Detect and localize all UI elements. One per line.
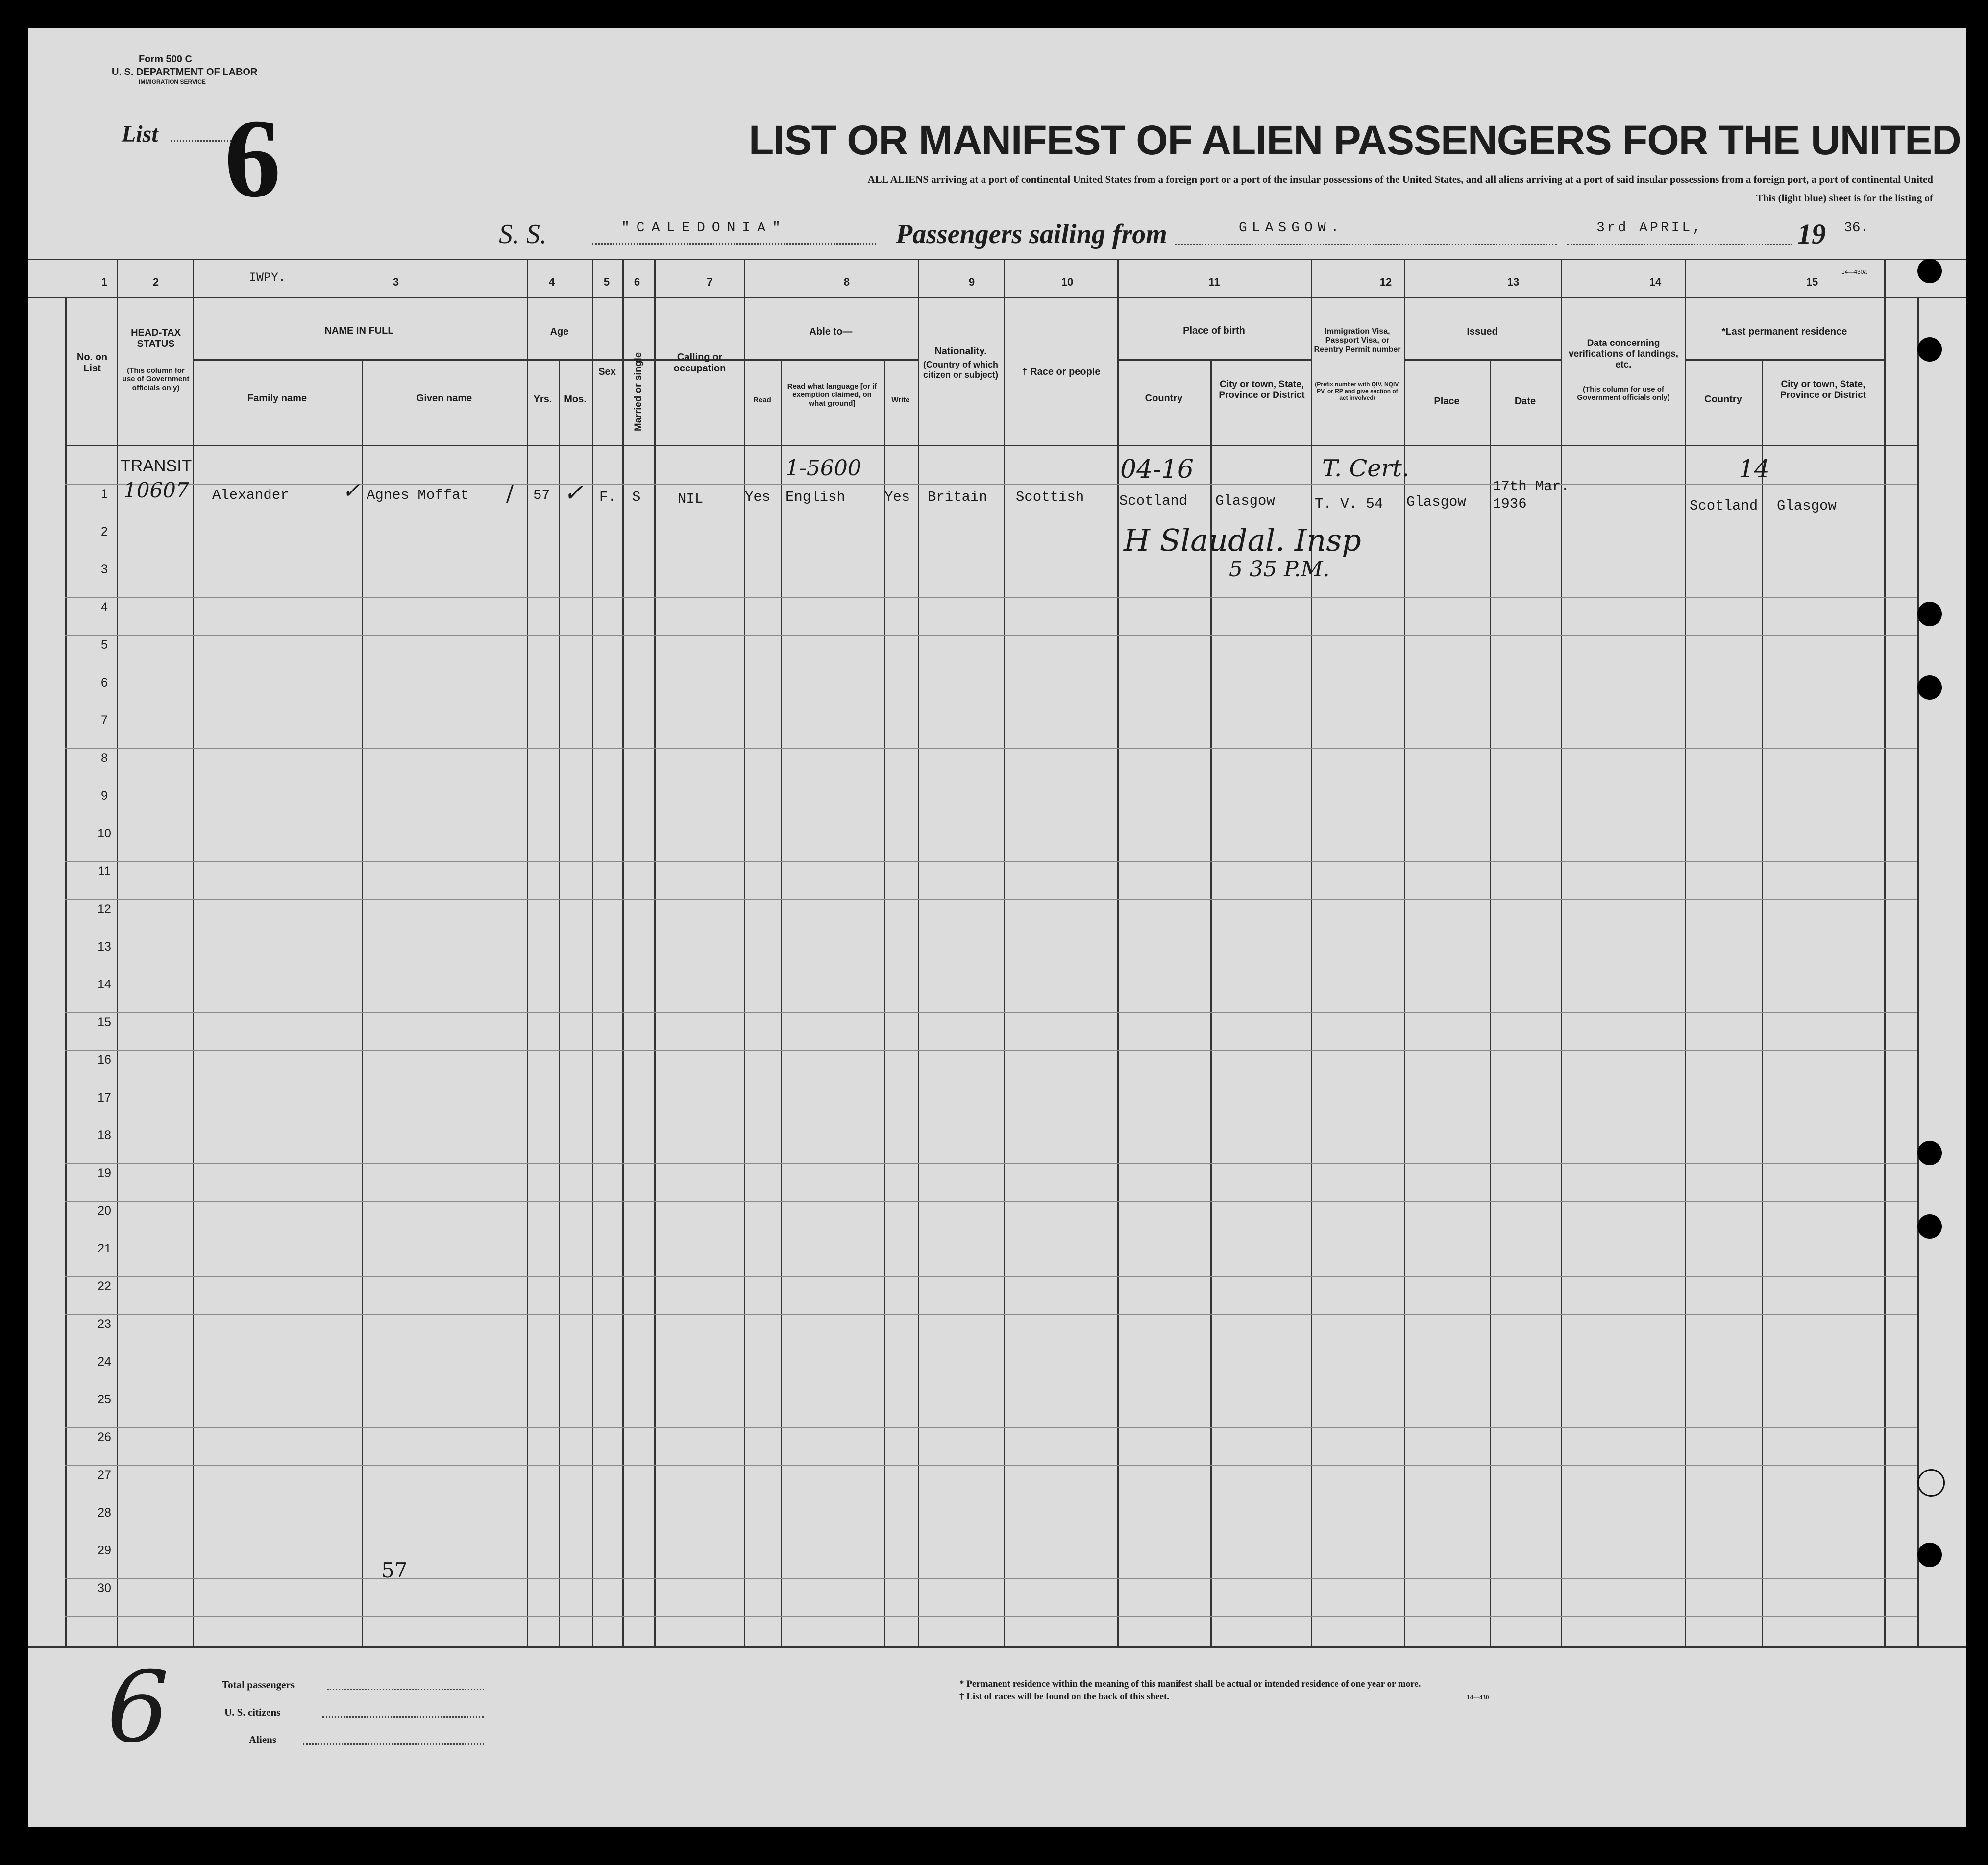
- row-number: 14: [98, 978, 111, 991]
- colnum-10: 10: [1061, 276, 1074, 288]
- row-number: 28: [98, 1506, 111, 1520]
- hdr-head-tax-note: (This column for use of Government officials only): [122, 367, 190, 392]
- colnum-border: [28, 297, 1966, 298]
- hdr-write: Write: [891, 396, 910, 404]
- head-tax-status: TRANSIT: [121, 457, 192, 475]
- row-number: 23: [98, 1317, 111, 1331]
- row-line: [65, 1050, 1917, 1051]
- hdr-birth-city: City or town, State, Province or District: [1219, 379, 1305, 400]
- manifest-sheet: [28, 28, 1966, 1827]
- sex: F.: [599, 489, 616, 505]
- row-number: 3: [101, 563, 108, 576]
- colnum-1: 1: [101, 276, 108, 288]
- subheader-line: [1685, 359, 1884, 361]
- hdr-last-residence: *Last permanent residence: [1721, 326, 1847, 337]
- issued-date-year: 1936: [1493, 496, 1527, 512]
- date-dots: [1567, 244, 1792, 245]
- punch-hole: [1917, 1141, 1942, 1165]
- row-line: [65, 1616, 1917, 1617]
- hdr-age: Age: [550, 326, 569, 337]
- hdr-family-name: Family name: [247, 393, 307, 404]
- hdr-visa-note: (Prefix number with QIV, NQIV, PV, or RP and give section of act involved): [1315, 381, 1400, 401]
- col-line: [1917, 297, 1919, 1646]
- total-dots: [327, 1689, 484, 1690]
- issued-date-day: 17th Mar.: [1493, 478, 1570, 494]
- colnum-7: 7: [706, 276, 713, 288]
- row-line: [65, 1314, 1917, 1315]
- hdr-married: Married or single: [633, 352, 644, 432]
- visa-number: T. V. 54: [1315, 496, 1383, 512]
- row-line: [65, 1012, 1917, 1013]
- row-number: 21: [98, 1242, 111, 1255]
- table-bottom-border: [28, 1646, 1966, 1648]
- row-number: 19: [98, 1166, 111, 1180]
- manifest-title: LIST OR MANIFEST OF ALIEN PASSENGERS FOR THE UNITED: [749, 117, 1961, 163]
- col-line: [744, 259, 745, 1646]
- form-number: Form 500 C: [139, 54, 192, 65]
- check-mark: ✓: [342, 478, 360, 503]
- subtitle-line-2: This (light blue) sheet is for the listing of: [1756, 192, 1933, 204]
- col-line: [918, 259, 919, 1646]
- res-country: Scotland: [1690, 498, 1758, 514]
- birth-annotation: 04-16: [1120, 455, 1194, 484]
- col-line: [781, 359, 782, 1646]
- col-line: [1762, 359, 1763, 1646]
- row-line: [65, 1276, 1917, 1277]
- total-passengers-label: Total passengers: [222, 1679, 295, 1691]
- punch-hole: [1917, 675, 1942, 700]
- ship-name: "CALEDONIA": [621, 221, 787, 236]
- col-line: [559, 359, 560, 1646]
- hdr-name-in-full: NAME IN FULL: [324, 325, 394, 336]
- col-line: [1561, 259, 1562, 1646]
- row-line: [65, 1163, 1917, 1164]
- ss-label: S. S.: [499, 219, 547, 249]
- colnum-8: 8: [843, 276, 850, 288]
- given-name: Agnes Moffat: [367, 487, 469, 503]
- hdr-issued-date: Date: [1514, 396, 1536, 407]
- subtitle-line-1: ALL ALIENS arriving at a port of continental United States from a foreign port or a port of the insular possessions of the United States, and all aliens arriving at a port of said insular possessions from a foreign port, a port of continental United: [867, 173, 1933, 185]
- can-write: Yes: [884, 489, 910, 505]
- hdr-head-tax: HEAD-TAX STATUS: [131, 327, 181, 349]
- row-number: 30: [98, 1581, 111, 1595]
- time-annotation: 5 35 P.M.: [1229, 557, 1330, 582]
- aliens-label: Aliens: [249, 1734, 277, 1745]
- hdr-no-on-list: No. on List: [76, 352, 108, 374]
- hdr-mos: Mos.: [564, 394, 587, 405]
- language: English: [785, 489, 845, 505]
- colnum-3: 3: [393, 276, 399, 288]
- hdr-landing: Data concerning verifications of landings, etc.: [1569, 338, 1678, 370]
- footnote-races: † List of races will be found on the back of this sheet.: [959, 1692, 1170, 1702]
- aliens-dots: [303, 1743, 484, 1745]
- year-prefix: 19: [1797, 218, 1826, 250]
- hdr-nationality: Nationality.: [934, 346, 987, 357]
- row-number: 25: [98, 1393, 111, 1406]
- port-dots: [1175, 244, 1557, 245]
- hdr-yrs: Yrs.: [533, 394, 552, 405]
- hdr-read: Read: [753, 396, 771, 404]
- hdr-place-of-birth: Place of birth: [1183, 325, 1245, 336]
- punch-hole: [1917, 1214, 1942, 1239]
- row-number: 27: [98, 1468, 111, 1482]
- tick-mark: /: [506, 481, 514, 506]
- col-line: [622, 259, 624, 1646]
- col-line: [592, 259, 593, 1646]
- occupation: NIL: [678, 491, 704, 507]
- row-number: 15: [98, 1015, 111, 1029]
- subheader-line: [1404, 359, 1561, 361]
- row-number: 16: [98, 1053, 111, 1067]
- row-number: 5: [101, 638, 108, 652]
- row-number: 24: [98, 1355, 111, 1369]
- hdr-issued: Issued: [1467, 326, 1498, 337]
- row-line: [65, 635, 1917, 636]
- row-line: [65, 597, 1917, 598]
- form-code: 14—430: [1467, 1693, 1489, 1701]
- hdr-calling: Calling or occupation: [673, 352, 726, 374]
- row-number: 29: [98, 1544, 111, 1557]
- department: U. S. DEPARTMENT OF LABOR: [112, 67, 258, 77]
- hdr-visa: Immigration Visa, Passport Visa, or Reentry Permit number: [1314, 327, 1401, 354]
- colnum-15: 15: [1806, 276, 1818, 288]
- col-line: [1004, 259, 1005, 1646]
- hdr-given-name: Given name: [416, 393, 472, 404]
- col-line: [1884, 259, 1886, 1646]
- colnum-11: 11: [1208, 276, 1220, 288]
- col-line: [1490, 359, 1491, 1646]
- res-city: Glasgow: [1777, 498, 1837, 514]
- age-years: 57: [533, 487, 550, 503]
- column-note: IWPY.: [249, 270, 286, 285]
- family-name: Alexander: [212, 487, 289, 503]
- punch-hole: [1917, 1469, 1945, 1497]
- subheader-line: [744, 359, 918, 361]
- colnum-6: 6: [634, 276, 640, 288]
- row-line: [65, 1465, 1917, 1466]
- row-number: 18: [98, 1129, 111, 1142]
- married-single: S: [632, 489, 641, 505]
- head-tax-number: 10607: [123, 478, 189, 502]
- departure-port: GLASGOW.: [1239, 221, 1344, 236]
- colnum-4: 4: [548, 276, 555, 288]
- punch-hole: [1917, 602, 1942, 626]
- colnum-9: 9: [968, 276, 975, 288]
- colnum-2: 2: [152, 276, 159, 288]
- lang-annotation: 1-5600: [785, 456, 861, 481]
- row-line: [65, 748, 1917, 749]
- punch-hole: [1917, 337, 1942, 362]
- hdr-nationality-note: (Country of which citizen or subject): [923, 360, 999, 380]
- row-number: 7: [101, 713, 108, 727]
- row-number: 8: [101, 751, 108, 765]
- punch-hole: [1917, 259, 1942, 283]
- header-bottom-border: [65, 445, 1917, 446]
- inspector-signature: H Slaudal. Insp: [1124, 522, 1361, 558]
- col-line: [654, 259, 656, 1646]
- hdr-res-country: Country: [1704, 394, 1742, 405]
- row-number: 20: [98, 1204, 111, 1218]
- col-line: [527, 259, 528, 1646]
- row-number: 2: [101, 525, 108, 539]
- nationality: Britain: [928, 489, 987, 505]
- res-annotation: 14: [1739, 455, 1770, 483]
- can-read: Yes: [745, 489, 771, 505]
- row-number: 12: [98, 902, 111, 916]
- hdr-race: † Race or people: [1022, 367, 1101, 377]
- hdr-sex: Sex: [598, 367, 616, 377]
- row-number: 13: [98, 940, 111, 954]
- citizens-dots: [322, 1716, 484, 1718]
- col-line: [362, 359, 363, 1646]
- colnum-14: 14: [1649, 276, 1662, 288]
- check-mark: ✓: [564, 479, 584, 507]
- list-number: 6: [224, 96, 281, 221]
- footnote-residence: * Permanent residence within the meaning of this manifest shall be actual or intended residence of one year or more.: [959, 1679, 1421, 1689]
- row-line: [65, 1578, 1917, 1579]
- hdr-issued-place: Place: [1434, 396, 1460, 407]
- punch-hole: [1917, 1543, 1942, 1567]
- visa-annotation: T. Cert.: [1322, 455, 1410, 482]
- race: Scottish: [1016, 489, 1084, 505]
- row-number: 11: [98, 864, 111, 878]
- table-top-border: [28, 259, 1966, 260]
- row-number: 6: [101, 676, 108, 689]
- colnum-12: 12: [1379, 276, 1392, 288]
- margin-number: 6: [107, 1650, 170, 1765]
- row-number: 22: [98, 1279, 111, 1293]
- bottom-annotation: 57: [381, 1558, 408, 1582]
- row-number: 1: [101, 487, 108, 501]
- col-line: [884, 359, 885, 1646]
- hdr-landing-note: (This column for use of Government officials only): [1577, 385, 1670, 402]
- row-line: [65, 861, 1917, 862]
- sailing-date: 3rd APRIL,: [1596, 221, 1704, 236]
- birth-country: Scotland: [1119, 493, 1188, 509]
- row-line: [65, 1427, 1917, 1428]
- service: IMMIGRATION SERVICE: [139, 78, 206, 85]
- colnum-13: 13: [1507, 276, 1520, 288]
- hdr-birth-country: Country: [1145, 393, 1183, 404]
- subheader-line: [1117, 359, 1311, 361]
- year-suffix: 36.: [1844, 221, 1869, 236]
- col-line: [1685, 259, 1686, 1646]
- corner-code: 14—430a: [1841, 269, 1867, 275]
- hdr-res-city: City or town, State, Province or District: [1780, 379, 1866, 400]
- row-number: 10: [98, 827, 111, 840]
- ship-dots: [592, 243, 876, 245]
- birth-city: Glasgow: [1215, 493, 1275, 509]
- hdr-read-lang: Read what language [or if exemption claimed, on what ground]: [787, 382, 877, 408]
- issued-place: Glasgow: [1406, 494, 1466, 510]
- row-number: 9: [101, 789, 108, 803]
- row-number: 4: [101, 600, 108, 614]
- list-label: List: [122, 121, 158, 147]
- row-number: 26: [98, 1430, 111, 1444]
- row-number: 17: [98, 1091, 111, 1104]
- col-line: [1311, 259, 1312, 1646]
- row-line: [65, 1201, 1917, 1202]
- sailing-label: Passengers sailing from: [896, 219, 1167, 249]
- hdr-able-to: Able to—: [809, 326, 853, 337]
- col-line: [193, 259, 194, 1646]
- colnum-5: 5: [603, 276, 610, 288]
- col-line: [1117, 259, 1119, 1646]
- row-line: [65, 899, 1917, 900]
- us-citizens-label: U. S. citizens: [224, 1706, 281, 1718]
